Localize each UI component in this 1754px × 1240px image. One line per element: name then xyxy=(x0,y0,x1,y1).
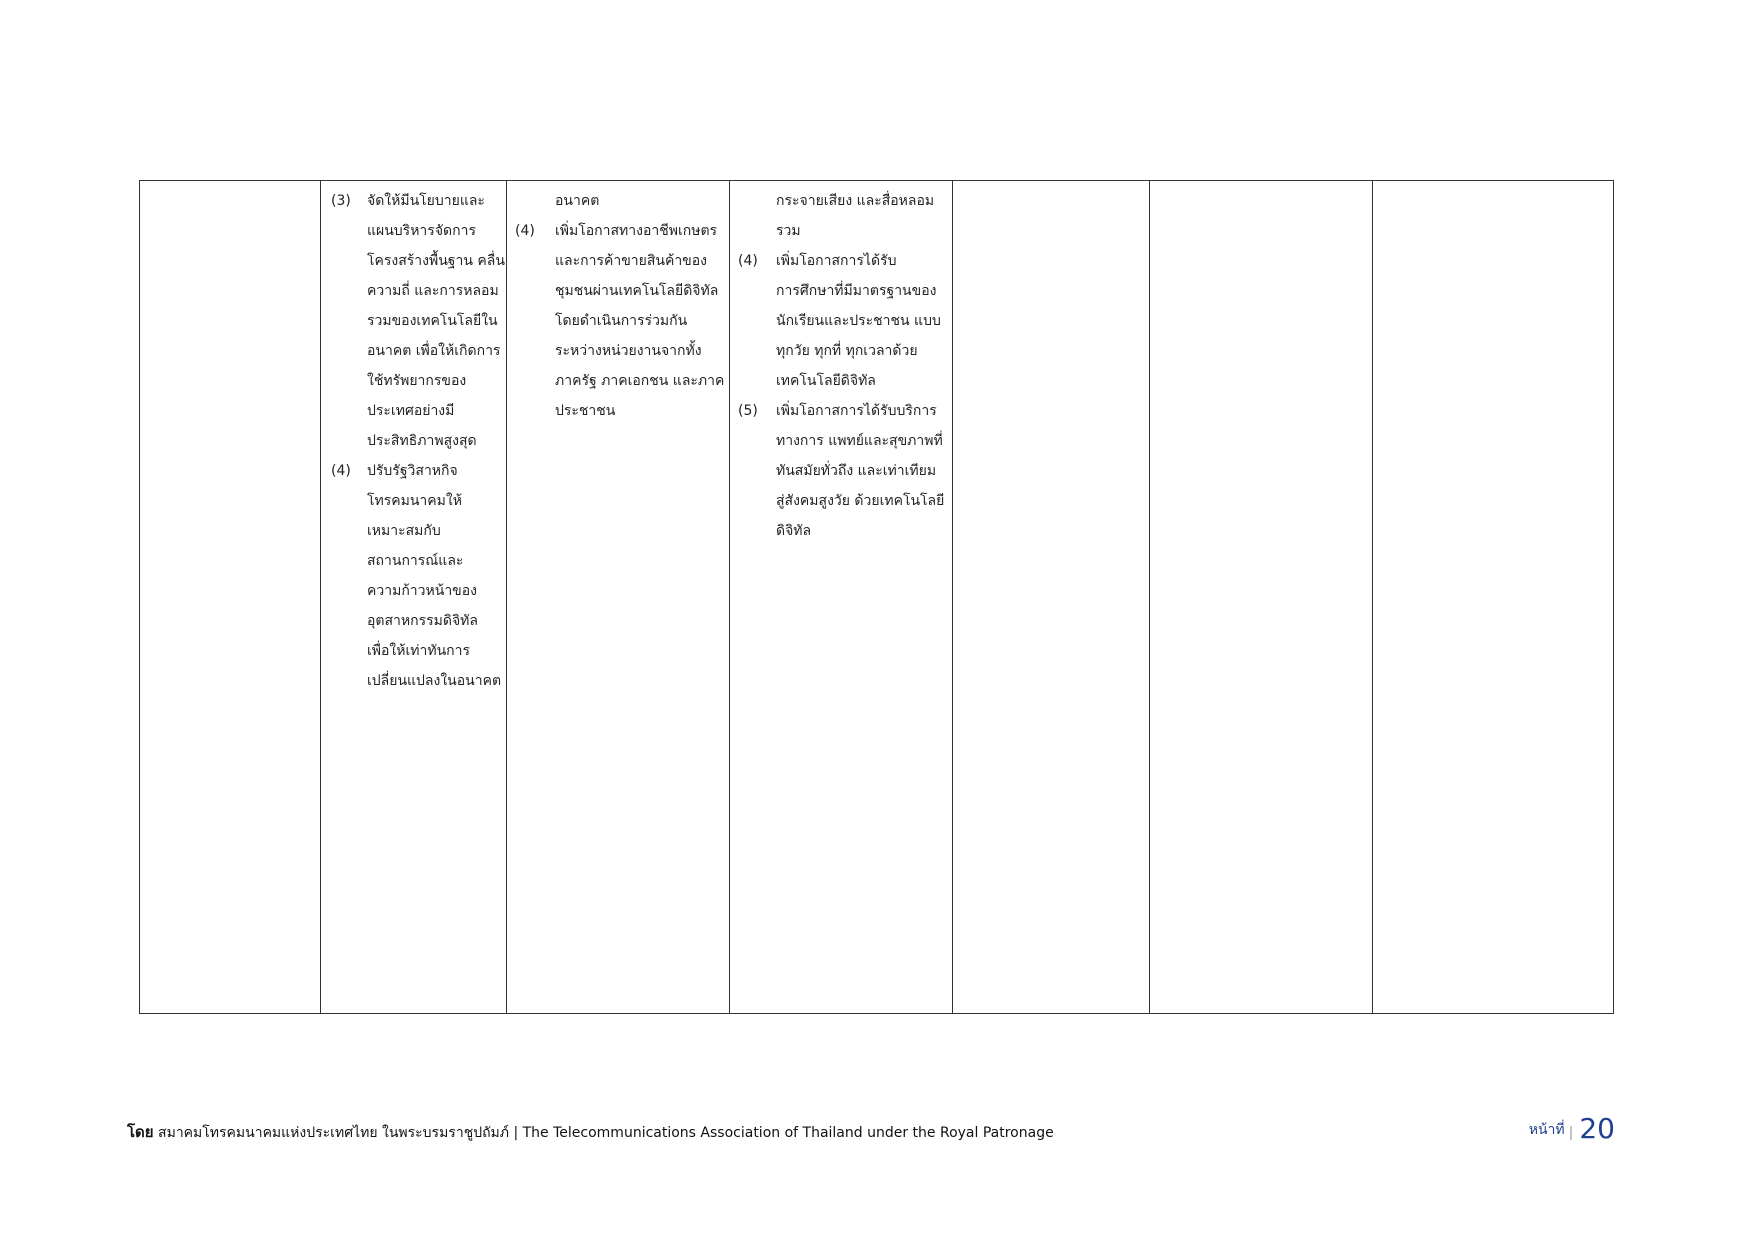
item-text-line: ทางการ แพทย์และสุขภาพที่ xyxy=(776,433,943,449)
item-text-line: โทรคมนาคมให้ xyxy=(367,493,462,509)
table-col-5 xyxy=(953,181,1150,1014)
table-col-3 xyxy=(507,181,730,1014)
item-text-line: อุตสาหกรรมดิจิทัล xyxy=(367,613,478,629)
footer-org-name: สมาคมโทรคมนาคมแห่งประเทศไทย ในพระบรมราชูปถัมภ์ | The Telecommunications Association of Thailand under the Royal Patronage xyxy=(158,1125,1054,1141)
continued-text-line: รวม xyxy=(776,223,801,239)
list-item xyxy=(730,396,952,546)
list-item xyxy=(321,456,506,696)
item-number: (3) xyxy=(331,193,351,209)
page-separator: | xyxy=(1568,1125,1574,1141)
item-text-line: ดิจิทัล xyxy=(776,523,812,539)
item-text-line: รวมของเทคโนโลยีใน xyxy=(367,313,498,329)
page-number-block xyxy=(1529,1114,1615,1144)
item-number: (4) xyxy=(331,463,351,479)
table-col-7 xyxy=(1373,181,1614,1014)
list-item xyxy=(730,246,952,396)
item-text-line: โดยดำเนินการร่วมกัน xyxy=(555,313,688,329)
item-text-line: ทุกวัย ทุกที่ ทุกเวลาด้วย xyxy=(776,343,918,359)
item-text-line: อนาคต เพื่อให้เกิดการ xyxy=(367,343,501,359)
table-col-6 xyxy=(1150,181,1373,1014)
item-text-line: เหมาะสมกับ xyxy=(367,523,441,539)
item-text-line: จัดให้มีนโยบายและ xyxy=(367,193,485,209)
item-text-line: ประสิทธิภาพสูงสุด xyxy=(367,433,477,449)
item-number: (5) xyxy=(738,403,758,419)
table-col-4 xyxy=(730,181,953,1014)
item-text-line: ใช้ทรัพยากรของ xyxy=(367,373,467,389)
item-text-line: ปรับรัฐวิสาหกิจ xyxy=(367,463,458,479)
item-text-line: ความถี่ และการหลอม xyxy=(367,283,499,299)
item-text-line: ประเทศอย่างมี xyxy=(367,403,455,419)
table-col-1 xyxy=(140,181,321,1014)
continued-text-line: กระจายเสียง และสื่อหลอม xyxy=(776,193,935,209)
continued-text-line: อนาคต xyxy=(555,193,600,209)
item-text-line: ชุมชนผ่านเทคโนโลยีดิจิทัล xyxy=(555,283,719,299)
item-text-line: เพื่อให้เท่าทันการ xyxy=(367,643,471,659)
item-text-line: สถานการณ์และ xyxy=(367,553,464,569)
item-number: (4) xyxy=(515,223,535,239)
footer-lead: โดย xyxy=(127,1123,154,1141)
list-item xyxy=(507,216,729,426)
item-text-line: เพิ่มโอกาสทางอาชีพเกษตร xyxy=(555,223,718,239)
item-text-line: แผนบริหารจัดการ xyxy=(367,223,476,239)
item-text-line: ภาครัฐ ภาคเอกชน และภาค xyxy=(555,373,725,389)
page-number: 20 xyxy=(1579,1112,1615,1145)
list-item xyxy=(321,186,506,456)
item-text-line: เปลี่ยนแปลงในอนาคต xyxy=(367,673,502,689)
item-text-line: และการค้าขายสินค้าของ xyxy=(555,253,707,269)
page-footer xyxy=(127,1108,1615,1144)
table-col-2 xyxy=(321,181,507,1014)
content-table xyxy=(139,180,1614,1014)
item-text-line: นักเรียนและประชาชน แบบ xyxy=(776,313,941,329)
item-text-line: เพิ่มโอกาสการได้รับ xyxy=(776,253,897,269)
item-text-line: เทคโนโลยีดิจิทัล xyxy=(776,373,876,389)
item-number: (4) xyxy=(738,253,758,269)
item-text-line: ทันสมัยทั่วถึง และเท่าเทียม xyxy=(776,463,937,479)
item-text-line: ระหว่างหน่วยงานจากทั้ง xyxy=(555,343,702,359)
item-text-line: เพิ่มโอกาสการได้รับบริการ xyxy=(776,403,937,419)
item-text-line: ความก้าวหน้าของ xyxy=(367,583,477,599)
page-label: หน้าที่ xyxy=(1528,1122,1565,1138)
item-text-line: ประชาชน xyxy=(555,403,616,419)
footer-organization xyxy=(127,1120,1054,1144)
item-text-line: สู่สังคมสูงวัย ด้วยเทคโนโลยี xyxy=(776,493,945,509)
item-text-line: โครงสร้างพื้นฐาน คลื่น xyxy=(367,253,505,269)
item-text-line: การศึกษาที่มีมาตรฐานของ xyxy=(776,283,937,299)
